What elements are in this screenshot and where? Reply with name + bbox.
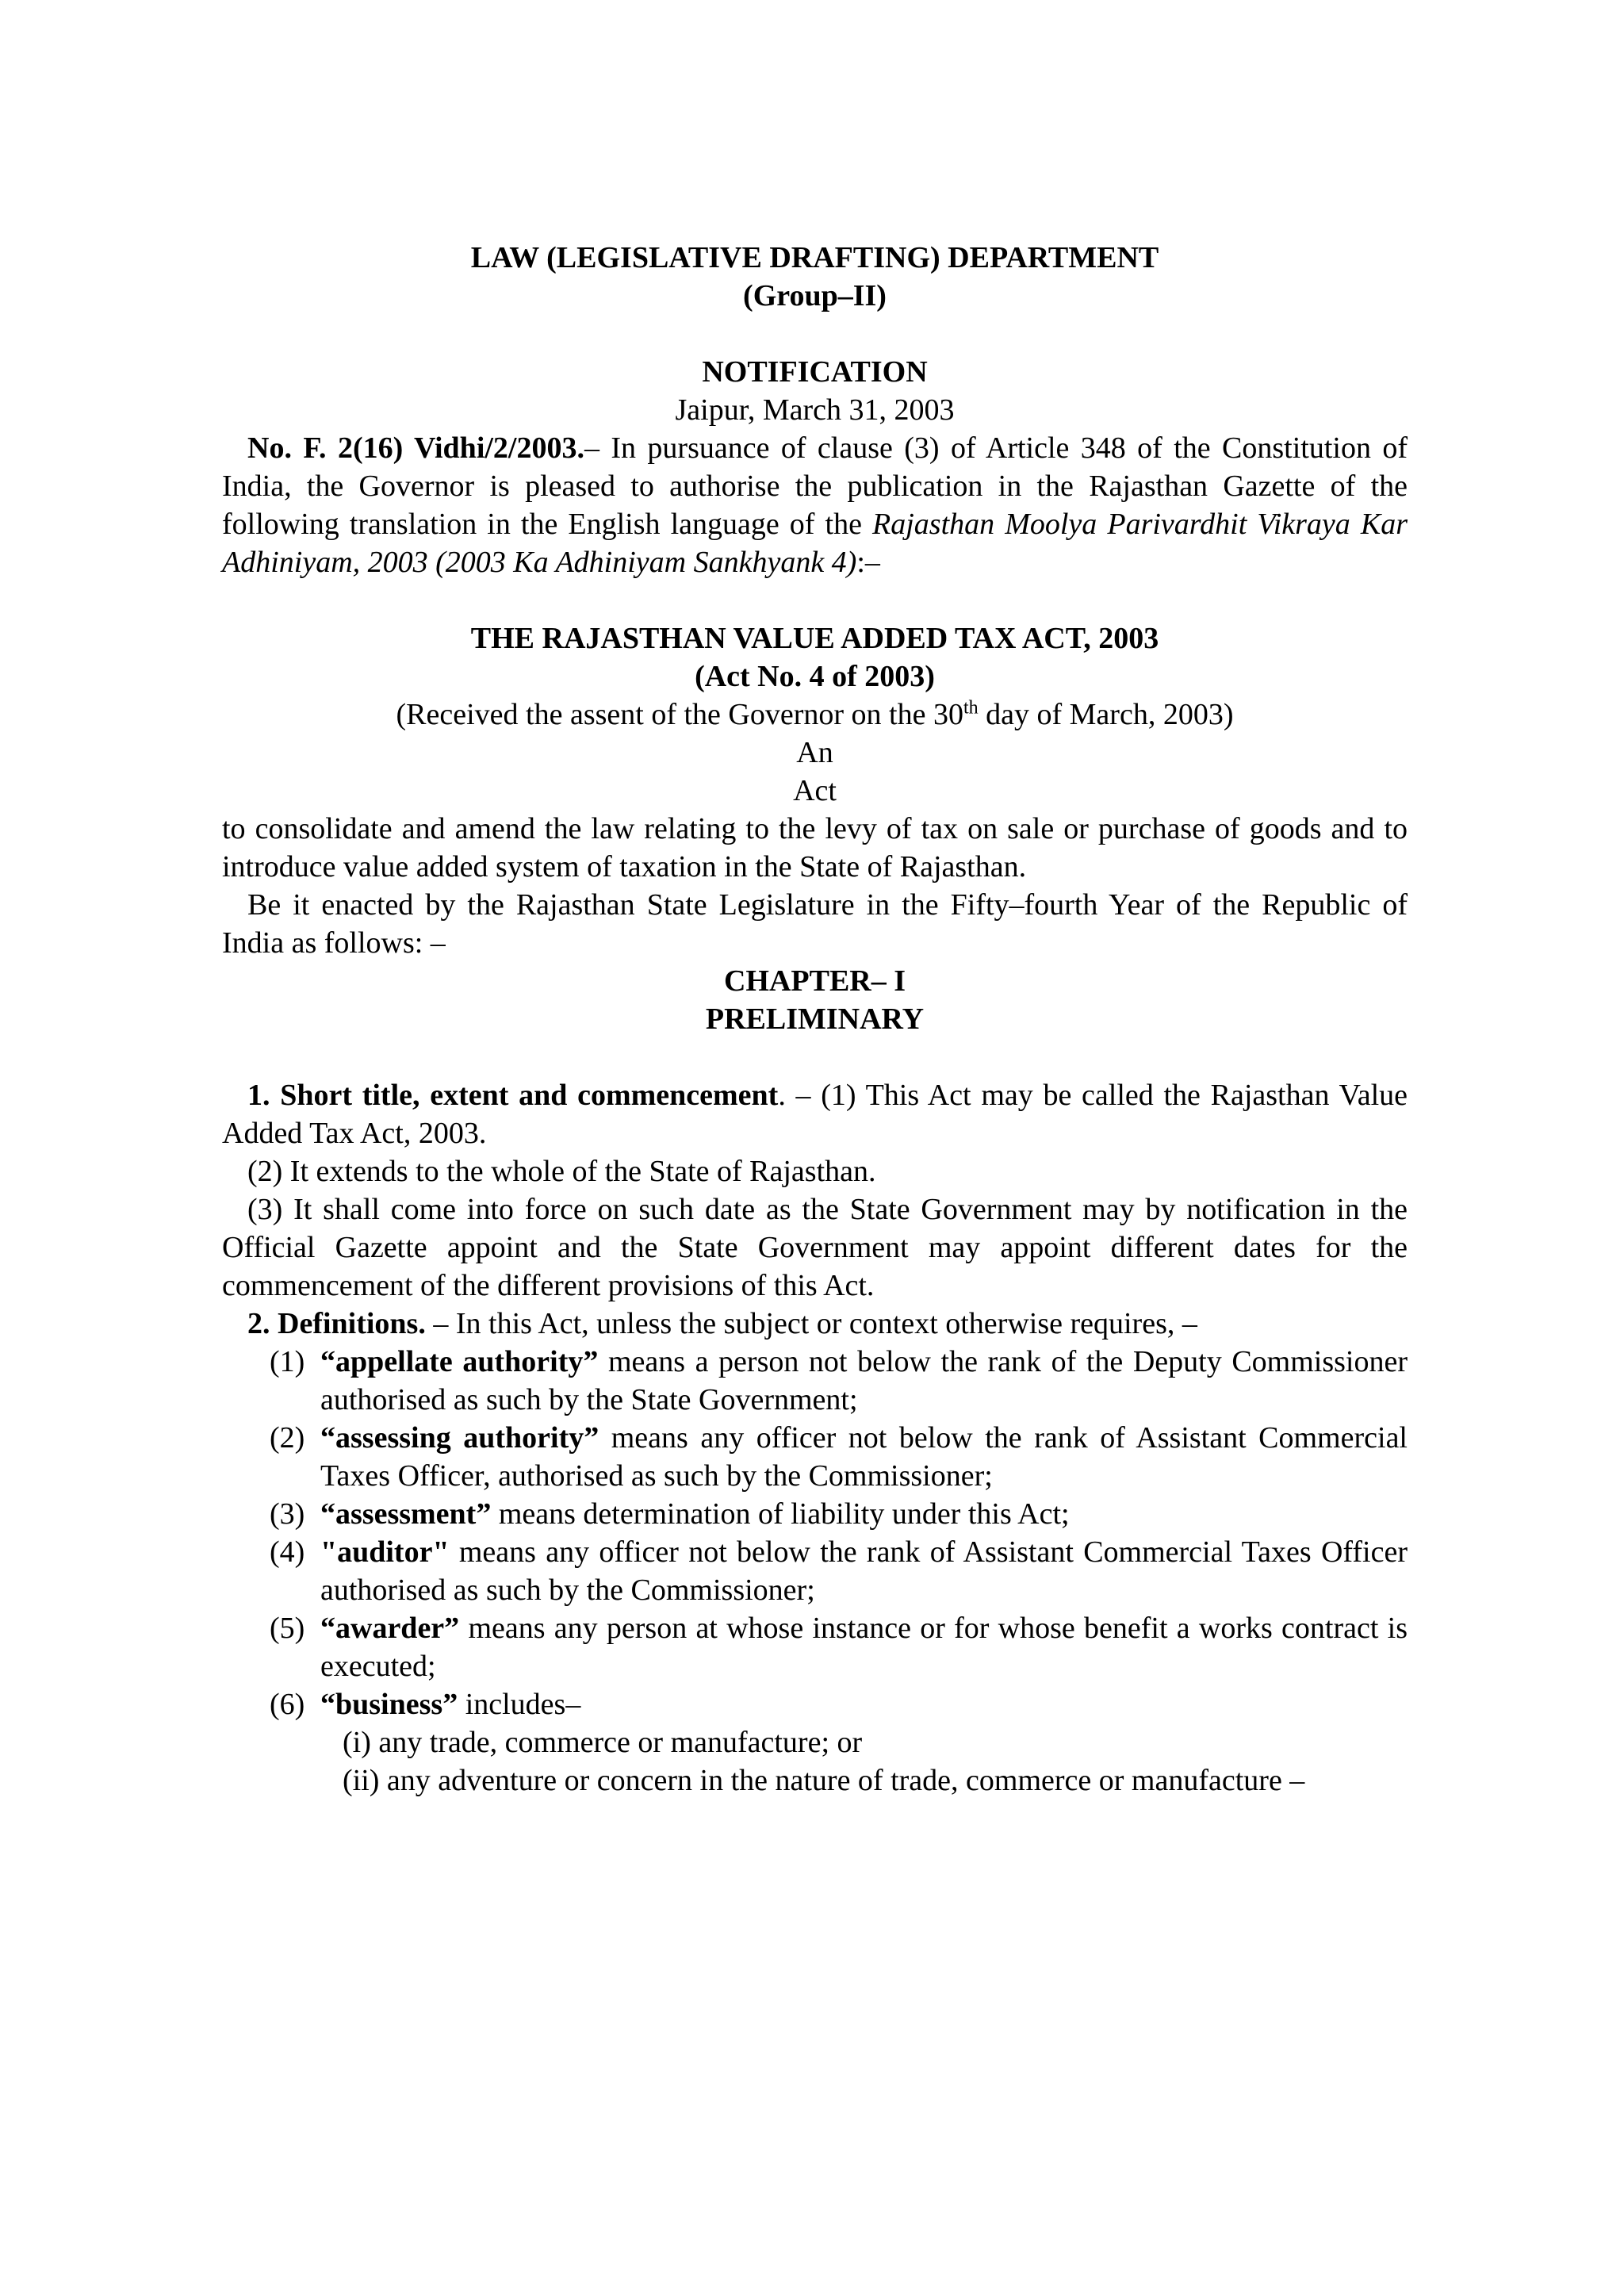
definition-number: (1) (270, 1345, 305, 1378)
group-heading: (Group–II) (743, 279, 887, 312)
section-1-paragraph (222, 1076, 1408, 1152)
definition-item (270, 1533, 1408, 1609)
assent-superscript: th (963, 697, 979, 719)
definition-term: “appellate authority” (320, 1345, 599, 1378)
definition-term: “assessing authority” (320, 1421, 599, 1455)
definition-item (270, 1609, 1408, 1685)
definition-term: "auditor" (320, 1535, 450, 1569)
chapter-title: PRELIMINARY (705, 1002, 925, 1036)
definition-text (320, 1495, 1408, 1533)
spacer (222, 1038, 1408, 1076)
notification-title: NOTIFICATION (702, 355, 928, 389)
section-2-text: – In this Act, unless the subject or context otherwise requires, – (425, 1307, 1197, 1340)
section-1-clause-2: (2) It extends to the whole of the State of Rajasthan. (247, 1155, 876, 1188)
act-word-line: Act (793, 774, 837, 807)
notification-text: – In pursuance of clause (3) of Article 348 of the Constitution of India, the Governor is pleased to authorise the publication in the Rajasthan Gazette of the following translation in the English language of the (222, 431, 1408, 541)
definition-number: (2) (270, 1421, 305, 1455)
definition-term: “awarder” (320, 1612, 460, 1645)
definition-number: (6) (270, 1688, 305, 1721)
act-number: (Act No. 4 of 2003) (695, 660, 935, 693)
notification-number: No. F. 2(16) Vidhi/2/2003. (247, 431, 584, 465)
definition-text (320, 1343, 1408, 1419)
definition-item (270, 1495, 1408, 1533)
definition-body: includes– (458, 1688, 581, 1721)
enactment-paragraph: Be it enacted by the Rajasthan State Legislature in the Fifty–fourth Year of the Republic of India as follows: – (222, 888, 1408, 960)
section-1-text: . – (1) This Act may be called the Rajasthan Value Added Tax Act, 2003. (222, 1079, 1408, 1150)
section-1-heading: 1. Short title, extent and commencement (247, 1079, 779, 1112)
definition-term: “business” (320, 1688, 458, 1721)
definition-number: (5) (270, 1612, 305, 1645)
assent-prefix: (Received the assent of the Governor on the 30 (396, 698, 963, 731)
place-date: Jaipur, March 31, 2003 (675, 393, 955, 427)
assent-line (222, 696, 1408, 734)
spacer (222, 581, 1408, 619)
definition-item (270, 1685, 1408, 1723)
assent-suffix: day of March, 2003) (978, 698, 1234, 731)
definition-item (270, 1343, 1408, 1419)
an-line: An (796, 736, 833, 769)
spacer (222, 315, 1408, 353)
definition-body: means any officer not below the rank of Assistant Commercial Taxes Officer authorised as such by the Commissioner; (320, 1535, 1408, 1607)
section-1-clause-3: (3) It shall come into force on such date as the State Government may by notification in the Official Gazette appoint and the State Government may appoint different dates for the commencement of the different provisions of this Act. (222, 1193, 1408, 1302)
definition-body: means a person not below the rank of the Deputy Commissioner authorised as such by the State Government; (320, 1345, 1408, 1416)
notification-paragraph (222, 429, 1408, 581)
section-2-heading: 2. Definitions. (247, 1307, 426, 1340)
chapter-heading: CHAPTER– I (723, 964, 906, 998)
definition-number: (3) (270, 1497, 305, 1531)
definition-body: means any person at whose instance or for whose benefit a works contract is executed; (320, 1612, 1408, 1683)
definition-body: means any officer not below the rank of Assistant Commercial Taxes Officer, authorised as such by the Commissioner; (320, 1421, 1408, 1493)
definition-item (270, 1419, 1408, 1495)
definition-term: “assessment” (320, 1497, 492, 1531)
business-subitem: (i) any trade, commerce or manufacture; or (343, 1726, 863, 1759)
department-heading: LAW (LEGISLATIVE DRAFTING) DEPARTMENT (470, 241, 1159, 274)
definition-text (320, 1609, 1408, 1685)
notification-end: :– (856, 546, 880, 579)
act-title: THE RAJASTHAN VALUE ADDED TAX ACT, 2003 (470, 622, 1159, 655)
definition-number: (4) (270, 1535, 305, 1569)
definition-text (320, 1533, 1408, 1609)
business-subitem: (ii) any adventure or concern in the nature of trade, commerce or manufacture – (343, 1764, 1305, 1797)
act-hindi-title: Rajasthan Moolya Parivardhit Vikraya Kar Adhiniyam, 2003 (2003 Ka Adhiniyam Sankhyank 4) (222, 508, 1408, 579)
definition-body: means determination of liability under this Act; (491, 1497, 1070, 1531)
section-2-paragraph (222, 1305, 1408, 1343)
definition-text (320, 1685, 1408, 1723)
document-body (222, 239, 1408, 1800)
purpose-paragraph: to consolidate and amend the law relating to the levy of tax on sale or purchase of goods and to introduce value added system of taxation in the State of Rajasthan. (222, 812, 1408, 884)
definition-text (320, 1419, 1408, 1495)
